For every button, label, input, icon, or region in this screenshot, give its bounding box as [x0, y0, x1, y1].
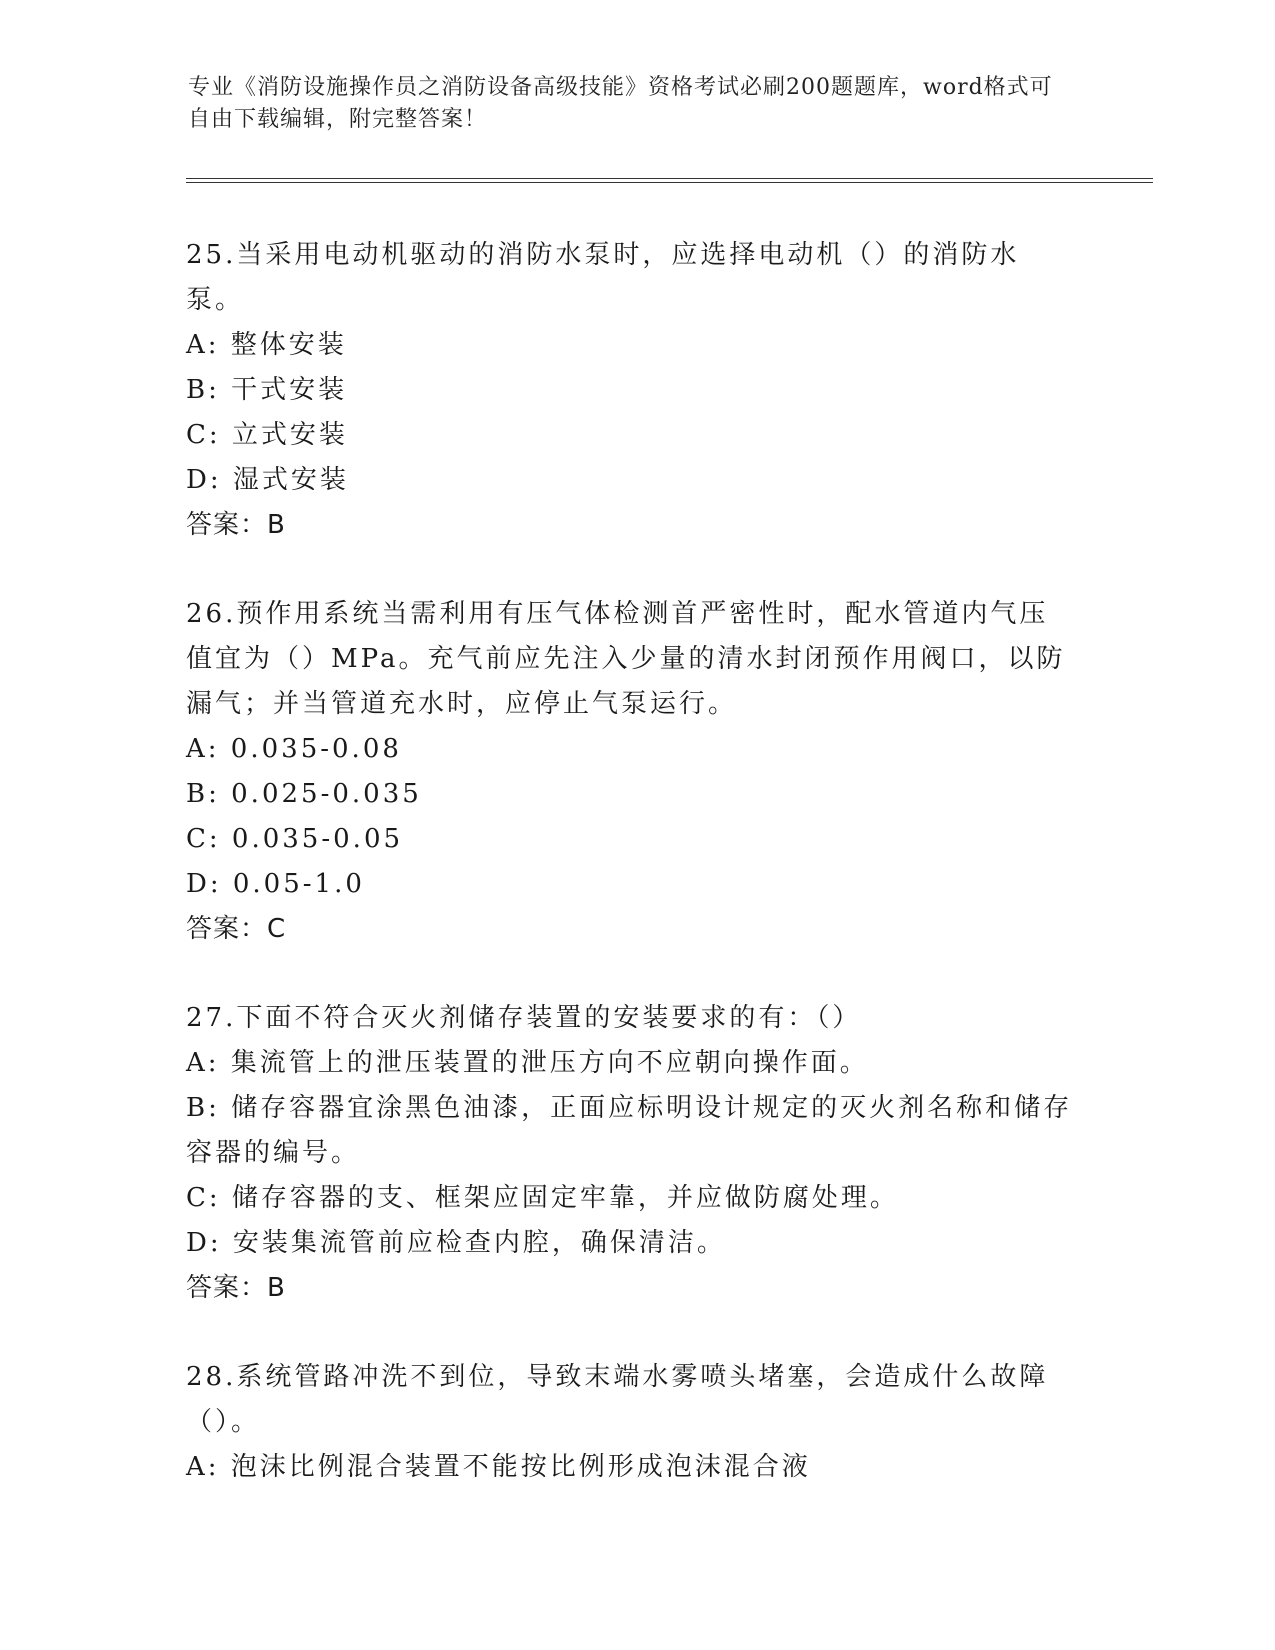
option-a: A: 0.035-0.08	[186, 734, 402, 764]
option-c: C: 储存容器的支、框架应固定牢靠，并应做防腐处理。	[186, 1183, 899, 1213]
question-stem: 26.预作用系统当需利用有压气体检测首严密性时，配水管道内气压值宜为（）MPa。充气前应先注入少量的清水封闭预作用阀口，以防漏气；并当管道充水时，应停止气泵运行。	[186, 599, 1066, 719]
option-c: C: 立式安装	[186, 420, 348, 450]
header-divider-top	[186, 178, 1153, 179]
option-b: B: 干式安装	[186, 375, 348, 405]
answer: 答案：B	[186, 1273, 286, 1303]
option-c: C: 0.035-0.05	[186, 824, 404, 854]
question-list	[186, 233, 1076, 1534]
answer: 答案：B	[186, 510, 286, 540]
option-b: B: 储存容器宜涂黑色油漆，正面应标明设计规定的灭火剂名称和储存容器的编号。	[186, 1093, 1073, 1168]
question-26	[186, 592, 1076, 952]
question-27	[186, 996, 1076, 1311]
question-stem: 28.系统管路冲洗不到位，导致末端水雾喷头堵塞，会造成什么故障（）。	[186, 1362, 1049, 1437]
option-d: D: 安装集流管前应检查内腔，确保清洁。	[186, 1228, 726, 1258]
header-divider-bottom	[186, 182, 1153, 183]
option-d: D: 0.05-1.0	[186, 869, 365, 899]
question-stem: 25.当采用电动机驱动的消防水泵时，应选择电动机（）的消防水泵。	[186, 240, 1020, 315]
question-25	[186, 233, 1076, 548]
option-d: D: 湿式安装	[186, 465, 349, 495]
option-a: A: 集流管上的泄压装置的泄压方向不应朝向操作面。	[186, 1048, 869, 1078]
option-b: B: 0.025-0.035	[186, 779, 422, 809]
option-a: A: 整体安装	[186, 330, 347, 360]
option-a: A: 泡沫比例混合装置不能按比例形成泡沫混合液	[186, 1452, 811, 1482]
document-header: 专业《消防设施操作员之消防设备高级技能》资格考试必刷200题题库，word格式可自由下载编辑，附完整答案！	[188, 75, 1053, 132]
answer: 答案：C	[186, 914, 287, 944]
question-stem: 27.下面不符合灭火剂储存装置的安装要求的有：（）	[186, 1003, 862, 1033]
question-28	[186, 1355, 1076, 1490]
